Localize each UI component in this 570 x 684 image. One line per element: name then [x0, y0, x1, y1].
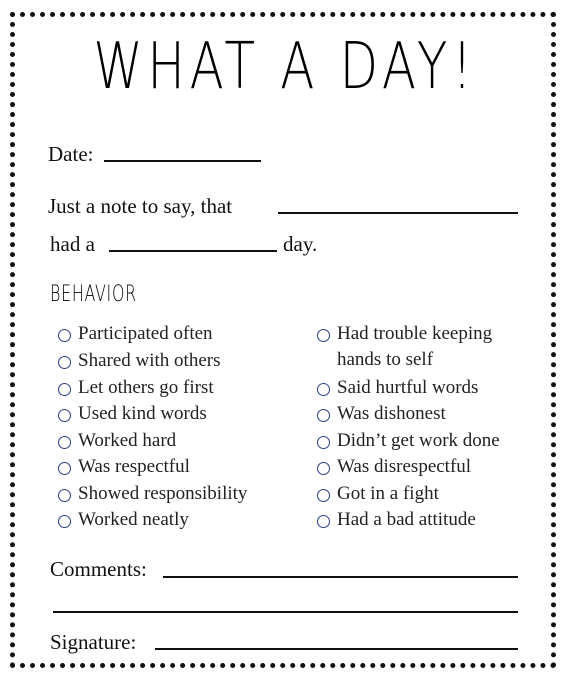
- radio-circle-icon[interactable]: [317, 515, 330, 528]
- radio-circle-icon[interactable]: [317, 462, 330, 475]
- radio-circle-icon[interactable]: [58, 409, 71, 422]
- had-prefix: had a: [50, 232, 95, 256]
- comments-line-2[interactable]: [53, 611, 518, 613]
- day-type-field-line[interactable]: [109, 250, 277, 252]
- list-item[interactable]: Didn’t get work done: [317, 431, 500, 454]
- list-item[interactable]: Was respectful: [58, 457, 190, 480]
- page-title: WHAT A DAY!: [93, 30, 477, 104]
- radio-circle-icon[interactable]: [58, 462, 71, 475]
- radio-circle-icon[interactable]: [317, 383, 330, 396]
- list-item[interactable]: Had trouble keeping hands to self: [317, 324, 527, 373]
- had-suffix: day.: [283, 232, 318, 256]
- comments-label: Comments:: [50, 557, 147, 581]
- note-prefix: Just a note to say, that: [48, 194, 233, 218]
- radio-circle-icon[interactable]: [317, 409, 330, 422]
- radio-circle-icon[interactable]: [317, 436, 330, 449]
- signature-label: Signature:: [50, 630, 137, 654]
- date-field-line[interactable]: [104, 160, 261, 162]
- radio-circle-icon[interactable]: [317, 489, 330, 502]
- list-item[interactable]: Used kind words: [58, 404, 207, 427]
- list-item[interactable]: Was dishonest: [317, 404, 446, 427]
- list-item[interactable]: Let others go first: [58, 378, 214, 401]
- list-item[interactable]: Shared with others: [58, 351, 220, 374]
- behavior-heading: BEHAVIOR: [50, 282, 137, 307]
- date-label: Date:: [48, 142, 94, 166]
- list-item[interactable]: Said hurtful words: [317, 378, 478, 401]
- radio-circle-icon[interactable]: [58, 329, 71, 342]
- comments-line-1[interactable]: [163, 576, 518, 578]
- list-item[interactable]: Worked neatly: [58, 510, 189, 533]
- radio-circle-icon[interactable]: [58, 356, 71, 369]
- list-item[interactable]: Participated often: [58, 324, 213, 347]
- radio-circle-icon[interactable]: [58, 383, 71, 396]
- list-item[interactable]: Showed responsibility: [58, 484, 247, 507]
- radio-circle-icon[interactable]: [317, 329, 330, 342]
- list-item[interactable]: Had a bad attitude: [317, 510, 476, 533]
- signature-line[interactable]: [155, 648, 518, 650]
- list-item[interactable]: Was disrespectful: [317, 457, 471, 480]
- note-field-line[interactable]: [278, 212, 518, 214]
- list-item[interactable]: Worked hard: [58, 431, 176, 454]
- radio-circle-icon[interactable]: [58, 436, 71, 449]
- list-item[interactable]: Got in a fight: [317, 484, 439, 507]
- radio-circle-icon[interactable]: [58, 489, 71, 502]
- radio-circle-icon[interactable]: [58, 515, 71, 528]
